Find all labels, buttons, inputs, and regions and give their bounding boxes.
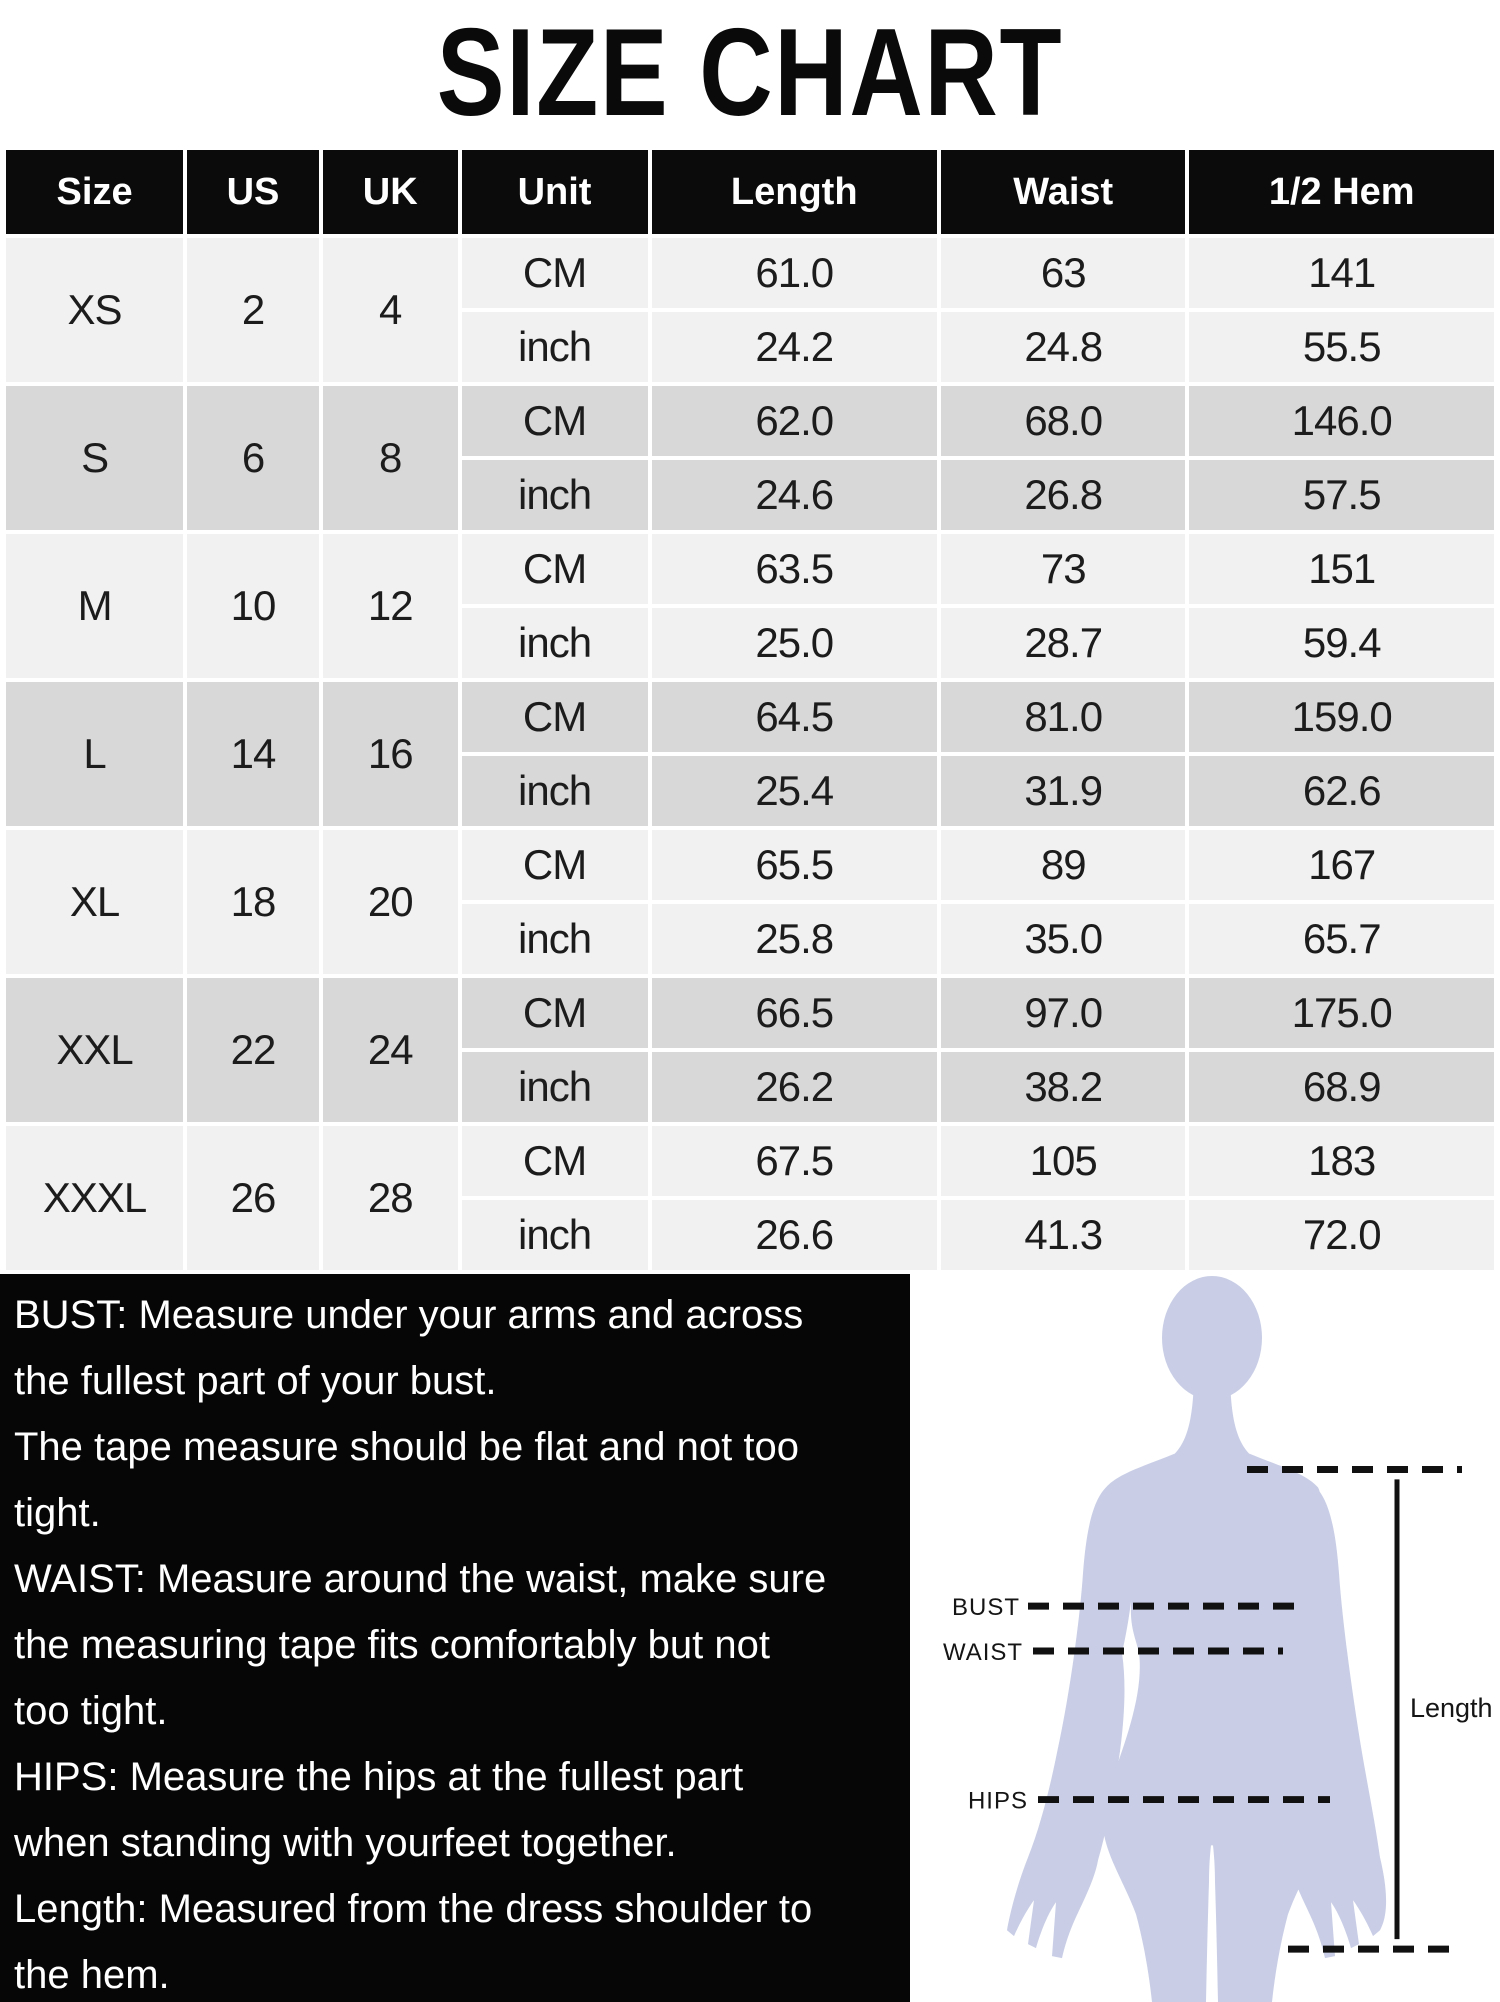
unit-inch-cell: inch — [462, 904, 648, 974]
unit-inch-cell: inch — [462, 312, 648, 382]
length-inch-cell: 25.8 — [652, 904, 937, 974]
uk-cell: 16 — [323, 682, 458, 826]
unit-cm-cell: CM — [462, 682, 648, 752]
body-figure — [910, 1274, 1500, 2002]
length-inch-cell: 24.2 — [652, 312, 937, 382]
title-bar — [0, 0, 1500, 146]
unit-inch-cell: inch — [462, 1200, 648, 1270]
figure-left-arm — [1007, 1487, 1134, 1958]
header-row — [6, 150, 1494, 234]
waist-inch-cell: 41.3 — [941, 1200, 1185, 1270]
length-inch-cell: 26.6 — [652, 1200, 937, 1270]
hem-cm-cell: 151 — [1189, 534, 1494, 604]
size-chart-section — [0, 146, 1500, 1274]
bottom-section — [0, 1274, 1500, 2002]
size-row-cm — [6, 978, 1494, 1048]
us-cell: 14 — [187, 682, 319, 826]
col-header-length: Length — [652, 150, 937, 234]
uk-cell: 28 — [323, 1126, 458, 1270]
instruction-line: BUST: Measure under your arms and across — [14, 1293, 804, 1337]
us-cell: 10 — [187, 534, 319, 678]
unit-inch-cell: inch — [462, 756, 648, 826]
col-header-us: US — [187, 150, 319, 234]
waist-cm-cell: 105 — [941, 1126, 1185, 1196]
hem-inch-cell: 62.6 — [1189, 756, 1494, 826]
instruction-line: WAIST: Measure around the waist, make sure — [14, 1557, 827, 1601]
uk-cell: 12 — [323, 534, 458, 678]
waist-inch-cell: 28.7 — [941, 608, 1185, 678]
col-header-uk: UK — [323, 150, 458, 234]
waist-cm-cell: 81.0 — [941, 682, 1185, 752]
hem-cm-cell: 183 — [1189, 1126, 1494, 1196]
length-cm-cell: 67.5 — [652, 1126, 937, 1196]
waist-label: WAIST — [943, 1638, 1024, 1666]
instruction-line: the measuring tape fits comfortably but not — [14, 1623, 770, 1667]
unit-cm-cell: CM — [462, 830, 648, 900]
size-cell: L — [6, 682, 183, 826]
waist-cm-cell: 89 — [941, 830, 1185, 900]
size-table-body — [6, 238, 1494, 1270]
size-row-cm — [6, 238, 1494, 308]
hem-inch-cell: 59.4 — [1189, 608, 1494, 678]
unit-cm-cell: CM — [462, 534, 648, 604]
length-label: Length — [1410, 1692, 1493, 1723]
length-cm-cell: 64.5 — [652, 682, 937, 752]
size-cell: XXL — [6, 978, 183, 1122]
unit-inch-cell: inch — [462, 1052, 648, 1122]
length-cm-cell: 63.5 — [652, 534, 937, 604]
hem-cm-cell: 175.0 — [1189, 978, 1494, 1048]
size-cell: XS — [6, 238, 183, 382]
length-cm-cell: 66.5 — [652, 978, 937, 1048]
unit-cm-cell: CM — [462, 1126, 648, 1196]
uk-cell: 4 — [323, 238, 458, 382]
unit-cm-cell: CM — [462, 238, 648, 308]
hem-inch-cell: 65.7 — [1189, 904, 1494, 974]
hem-cm-cell: 146.0 — [1189, 386, 1494, 456]
unit-cm-cell: CM — [462, 978, 648, 1048]
hips-label: HIPS — [968, 1787, 1028, 1815]
us-cell: 6 — [187, 386, 319, 530]
length-inch-cell: 25.0 — [652, 608, 937, 678]
waist-cm-cell: 68.0 — [941, 386, 1185, 456]
length-cm-cell: 61.0 — [652, 238, 937, 308]
unit-cm-cell: CM — [462, 386, 648, 456]
length-inch-cell: 25.4 — [652, 756, 937, 826]
waist-inch-cell: 26.8 — [941, 460, 1185, 530]
col-header-size: Size — [6, 150, 183, 234]
us-cell: 2 — [187, 238, 319, 382]
hem-inch-cell: 57.5 — [1189, 460, 1494, 530]
hem-cm-cell: 159.0 — [1189, 682, 1494, 752]
size-cell: XXXL — [6, 1126, 183, 1270]
size-chart-table — [2, 146, 1498, 1274]
length-cm-cell: 62.0 — [652, 386, 937, 456]
measurement-instructions — [0, 1274, 910, 2002]
uk-cell: 24 — [323, 978, 458, 1122]
size-cell: M — [6, 534, 183, 678]
length-inch-cell: 24.6 — [652, 460, 937, 530]
size-row-cm — [6, 830, 1494, 900]
page-title: SIZE CHART — [436, 4, 1064, 142]
figure-head — [1162, 1276, 1262, 1400]
body-figure-svg — [910, 1274, 1500, 2002]
instruction-line: too tight. — [14, 1689, 168, 1733]
instruction-line: the hem. — [14, 1953, 170, 1997]
size-row-cm — [6, 682, 1494, 752]
length-inch-cell: 26.2 — [652, 1052, 937, 1122]
col-header-hem: 1/2 Hem — [1189, 150, 1494, 234]
us-cell: 22 — [187, 978, 319, 1122]
size-cell: XL — [6, 830, 183, 974]
bust-label: BUST — [952, 1594, 1020, 1622]
col-header-unit: Unit — [462, 150, 648, 234]
waist-inch-cell: 38.2 — [941, 1052, 1185, 1122]
hem-cm-cell: 141 — [1189, 238, 1494, 308]
waist-inch-cell: 35.0 — [941, 904, 1185, 974]
instruction-line: tight. — [14, 1491, 101, 1535]
size-row-cm — [6, 386, 1494, 456]
hem-inch-cell: 55.5 — [1189, 312, 1494, 382]
us-cell: 26 — [187, 1126, 319, 1270]
hem-inch-cell: 68.9 — [1189, 1052, 1494, 1122]
instruction-line: the fullest part of your bust. — [14, 1359, 497, 1403]
waist-cm-cell: 73 — [941, 534, 1185, 604]
us-cell: 18 — [187, 830, 319, 974]
col-header-waist: Waist — [941, 150, 1185, 234]
waist-inch-cell: 24.8 — [941, 312, 1185, 382]
unit-inch-cell: inch — [462, 608, 648, 678]
waist-cm-cell: 63 — [941, 238, 1185, 308]
instruction-line: when standing with yourfeet together. — [14, 1821, 677, 1865]
instruction-line: Length: Measured from the dress shoulder to — [14, 1887, 813, 1931]
waist-cm-cell: 97.0 — [941, 978, 1185, 1048]
instruction-line: HIPS: Measure the hips at the fullest part — [14, 1755, 744, 1799]
size-row-cm — [6, 1126, 1494, 1196]
uk-cell: 8 — [323, 386, 458, 530]
hem-inch-cell: 72.0 — [1189, 1200, 1494, 1270]
size-cell: S — [6, 386, 183, 530]
waist-inch-cell: 31.9 — [941, 756, 1185, 826]
uk-cell: 20 — [323, 830, 458, 974]
hem-cm-cell: 167 — [1189, 830, 1494, 900]
length-cm-cell: 65.5 — [652, 830, 937, 900]
unit-inch-cell: inch — [462, 460, 648, 530]
instruction-line: The tape measure should be flat and not too — [14, 1425, 799, 1469]
size-row-cm — [6, 534, 1494, 604]
